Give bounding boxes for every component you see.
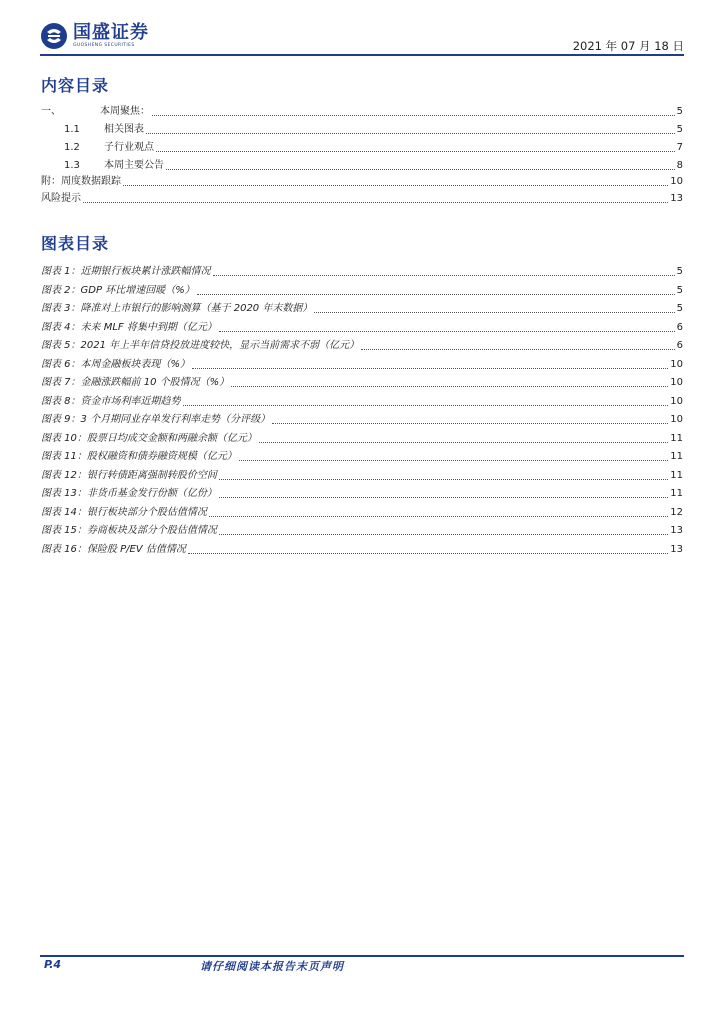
figure-list-label: 图表 13：非货币基金发行份额（亿份）	[41, 488, 217, 499]
lof-title: 图表目录	[41, 234, 110, 253]
figure-list-leader	[272, 423, 668, 424]
figure-list-page: 6	[676, 340, 683, 351]
figure-list-leader	[314, 312, 674, 313]
figure-list-page: 5	[676, 284, 683, 296]
logo-name-cn: 国盛证券	[73, 22, 149, 43]
footer-divider	[40, 955, 684, 957]
figure-list-leader	[188, 553, 668, 554]
figure-list-item[interactable]	[41, 524, 683, 538]
figure-list-page: 10	[670, 358, 683, 370]
toc-leader	[152, 115, 675, 116]
figure-list-item[interactable]	[41, 432, 683, 446]
figure-list-page: 6	[676, 321, 683, 333]
company-logo	[40, 22, 149, 50]
figure-list-page: 10	[670, 395, 683, 407]
figure-list-item[interactable]	[41, 358, 683, 372]
footer-disclaimer: 请仔细阅读本报告末页声明	[200, 960, 344, 973]
toc-title: 内容目录	[41, 76, 110, 95]
figure-list-leader	[213, 275, 675, 276]
figure-list-leader	[219, 331, 675, 332]
toc-leader	[146, 133, 675, 134]
figure-list-item[interactable]	[41, 413, 683, 427]
toc-item[interactable]	[41, 105, 683, 119]
toc-leader	[123, 185, 668, 186]
toc-item-page: 13	[670, 193, 683, 204]
figure-list-label: 图表 4：未来 MLF 将集中到期（亿元）	[41, 321, 217, 333]
toc-item[interactable]	[41, 175, 683, 189]
toc-item-number: 1.2	[64, 142, 80, 153]
toc-item[interactable]	[41, 123, 683, 137]
toc-item-number: 1.1	[64, 124, 80, 135]
header-divider	[40, 54, 684, 56]
logo-mark-icon	[40, 22, 68, 50]
figure-list-leader	[183, 405, 669, 406]
figure-list-label: 图表 9：3 个月期同业存单发行利率走势（分评级）	[41, 414, 271, 425]
figure-list-item[interactable]	[41, 450, 683, 464]
toc-item-number: 1.3	[64, 160, 80, 171]
toc-item-page: 10	[670, 176, 683, 187]
figure-list-item[interactable]	[41, 265, 683, 279]
figure-list-page: 5	[676, 303, 683, 314]
figure-list-leader	[361, 349, 674, 350]
figure-list-leader	[219, 479, 668, 480]
figure-list-leader	[209, 516, 668, 517]
page-header	[0, 0, 724, 60]
figure-list-item[interactable]	[41, 321, 683, 335]
toc-item-label: 附：周度数据跟踪	[41, 176, 121, 187]
figure-list-page: 10	[670, 414, 683, 425]
figure-list-label: 图表 12：银行转债距离强制转股价空间	[41, 469, 217, 481]
figure-list-leader	[219, 497, 668, 498]
toc-item[interactable]	[41, 159, 683, 173]
logo-name-en: GUOSHENG SECURITIES	[73, 43, 135, 48]
figure-list-leader	[231, 386, 668, 387]
toc-item[interactable]	[41, 141, 683, 155]
toc-item-label: 本周聚焦：	[100, 106, 150, 117]
page-number: P.4	[44, 958, 62, 971]
toc-item-number: 一、	[41, 106, 61, 117]
figure-list-item[interactable]	[41, 284, 683, 298]
toc-item-label: 相关图表	[104, 124, 144, 135]
figure-list-item[interactable]	[41, 469, 683, 483]
figure-list-item[interactable]	[41, 395, 683, 409]
figure-list-label: 图表 14：银行板块部分个股估值情况	[41, 506, 207, 518]
figure-list-page: 5	[676, 266, 683, 277]
toc-item-label: 本周主要公告	[104, 160, 164, 171]
toc-item-label: 子行业观点	[104, 142, 154, 153]
toc-item-page: 8	[676, 160, 683, 171]
toc-leader	[156, 151, 675, 152]
toc-item-page: 5	[676, 106, 683, 117]
figure-list-label: 图表 6：本周金融板块表现（%）	[41, 358, 191, 370]
figure-list-item[interactable]	[41, 487, 683, 501]
figure-list-leader	[192, 368, 668, 369]
figure-list-label: 图表 2：GDP 环比增速回暖（%）	[41, 284, 195, 296]
figure-list-leader	[239, 460, 668, 461]
report-date: 2021 年 07 月 18 日	[572, 39, 684, 53]
figure-list-item[interactable]	[41, 543, 683, 557]
figure-list-page: 13	[670, 543, 683, 555]
figure-list-page: 10	[670, 377, 683, 388]
figure-list-label: 图表 8：资金市场利率近期趋势	[41, 395, 181, 407]
figure-list-leader	[197, 294, 675, 295]
figure-list-page: 12	[670, 506, 683, 518]
figure-list-page: 13	[670, 525, 683, 536]
figure-list-page: 11	[670, 488, 683, 499]
figure-list-label: 图表 3：降准对上市银行的影响测算（基于 2020 年末数据）	[41, 303, 313, 314]
figure-list-leader	[259, 442, 668, 443]
figure-list-item[interactable]	[41, 339, 683, 353]
figure-list-item[interactable]	[41, 302, 683, 316]
figure-list-label: 图表 5：2021 年上半年信贷投放进度较快，显示当前需求不弱（亿元）	[41, 340, 360, 351]
figure-list-label: 图表 7：金融涨跌幅前 10 个股情况（%）	[41, 377, 230, 388]
figure-list-label: 图表 16：保险股 P/EV 估值情况	[41, 543, 186, 555]
figure-list-page: 11	[670, 432, 683, 444]
figure-list-item[interactable]	[41, 506, 683, 520]
toc-leader	[166, 169, 675, 170]
figure-list-leader	[219, 534, 668, 535]
figure-list-label: 图表 10：股票日均成交金额和两融余额（亿元）	[41, 432, 257, 444]
toc-item-page: 7	[676, 142, 683, 153]
figure-list-label: 图表 1：近期银行板块累计涨跌幅情况	[41, 266, 211, 277]
toc-item-page: 5	[676, 124, 683, 135]
figure-list-label: 图表 11：股权融资和债券融资规模（亿元）	[41, 451, 237, 462]
toc-leader	[83, 202, 668, 203]
figure-list-page: 11	[670, 469, 683, 481]
toc-item[interactable]	[41, 192, 683, 206]
figure-list-item[interactable]	[41, 376, 683, 390]
toc-item-label: 风险提示	[41, 193, 81, 204]
figure-list-label: 图表 15：券商板块及部分个股估值情况	[41, 525, 217, 536]
figure-list-page: 11	[670, 451, 683, 462]
